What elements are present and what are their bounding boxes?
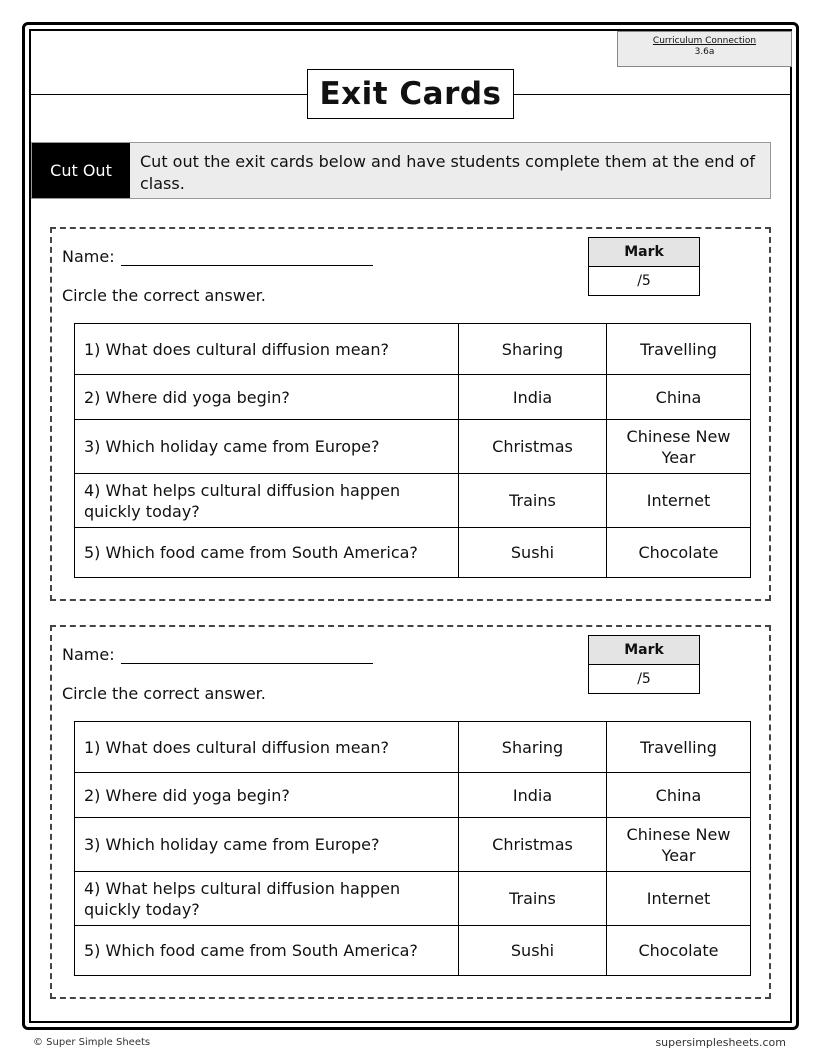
mark-box: [588, 237, 700, 296]
answer-option[interactable]: Trains: [459, 872, 607, 926]
mark-header: Mark: [589, 238, 699, 267]
footer-copyright: © Super Simple Sheets: [33, 1037, 151, 1048]
question-row: [75, 474, 751, 528]
answer-option[interactable]: Internet: [607, 872, 751, 926]
curriculum-code: 3.6a: [694, 47, 715, 57]
answer-option[interactable]: Sushi: [459, 528, 607, 578]
question-row: [75, 773, 751, 818]
footer-website[interactable]: supersimplesheets.com: [655, 1036, 786, 1049]
answer-option[interactable]: China: [607, 773, 751, 818]
answer-option[interactable]: Chocolate: [607, 926, 751, 976]
name-blank[interactable]: [121, 250, 373, 266]
question-table: [74, 323, 751, 578]
answer-option[interactable]: Sharing: [459, 324, 607, 375]
question-text: 3) Which holiday came from Europe?: [75, 818, 459, 872]
name-label: Name:: [62, 247, 115, 266]
question-row: [75, 528, 751, 578]
question-text: 1) What does cultural diffusion mean?: [75, 722, 459, 773]
instruction-tag: Cut Out: [32, 143, 130, 198]
question-row: [75, 375, 751, 420]
name-field: [62, 247, 373, 266]
name-label: Name:: [62, 645, 115, 664]
mark-box: [588, 635, 700, 694]
answer-option[interactable]: Chocolate: [607, 528, 751, 578]
curriculum-connection-link[interactable]: Curriculum Connection: [652, 36, 757, 46]
answer-option[interactable]: Christmas: [459, 420, 607, 474]
curriculum-connection-box: [617, 31, 792, 67]
exit-card: [50, 625, 771, 999]
question-text: 2) Where did yoga begin?: [75, 773, 459, 818]
circle-instruction: Circle the correct answer.: [62, 286, 266, 305]
answer-option[interactable]: Christmas: [459, 818, 607, 872]
instruction-banner: [31, 142, 771, 199]
question-row: [75, 420, 751, 474]
answer-option[interactable]: Travelling: [607, 324, 751, 375]
instruction-text: Cut out the exit cards below and have students complete them at the end of class.: [140, 152, 756, 193]
answer-option[interactable]: Chinese New Year: [607, 818, 751, 872]
question-text: 4) What helps cultural diffusion happen quickly today?: [75, 474, 459, 528]
question-text: 3) Which holiday came from Europe?: [75, 420, 459, 474]
answer-option[interactable]: China: [607, 375, 751, 420]
mark-header: Mark: [589, 636, 699, 665]
question-text: 2) Where did yoga begin?: [75, 375, 459, 420]
question-row: [75, 722, 751, 773]
answer-option[interactable]: India: [459, 375, 607, 420]
question-row: [75, 926, 751, 976]
question-text: 5) Which food came from South America?: [75, 528, 459, 578]
question-table: [74, 721, 751, 976]
question-text: 4) What helps cultural diffusion happen quickly today?: [75, 872, 459, 926]
answer-option[interactable]: Trains: [459, 474, 607, 528]
answer-option[interactable]: Chinese New Year: [607, 420, 751, 474]
answer-option[interactable]: Sushi: [459, 926, 607, 976]
name-blank[interactable]: [121, 648, 373, 664]
mark-value: /5: [637, 273, 651, 289]
answer-option[interactable]: Sharing: [459, 722, 607, 773]
page-title: Exit Cards: [307, 69, 514, 119]
question-row: [75, 818, 751, 872]
question-row: [75, 872, 751, 926]
mark-value: /5: [637, 671, 651, 687]
answer-option[interactable]: Travelling: [607, 722, 751, 773]
circle-instruction: Circle the correct answer.: [62, 684, 266, 703]
question-row: [75, 324, 751, 375]
name-field: [62, 645, 373, 664]
exit-card: [50, 227, 771, 601]
question-text: 1) What does cultural diffusion mean?: [75, 324, 459, 375]
answer-option[interactable]: Internet: [607, 474, 751, 528]
answer-option[interactable]: India: [459, 773, 607, 818]
question-text: 5) Which food came from South America?: [75, 926, 459, 976]
